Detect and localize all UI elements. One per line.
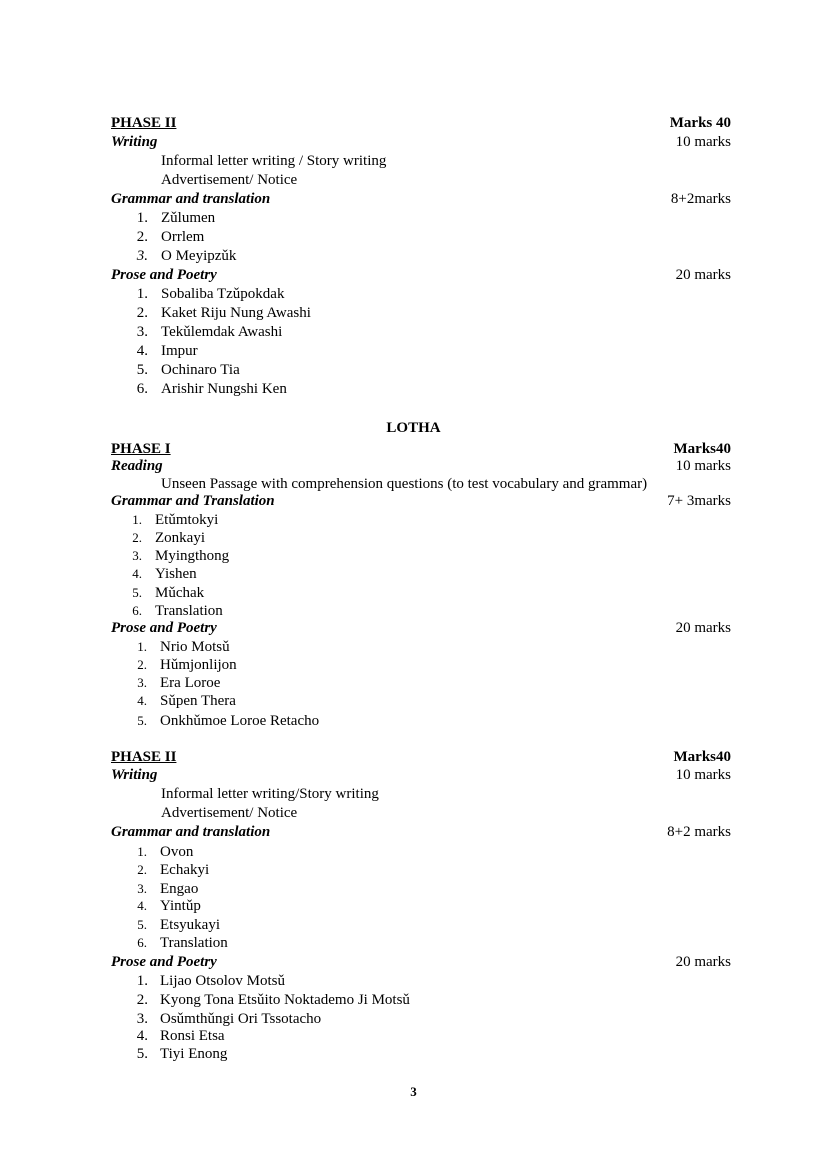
- ao-grammar-label: Grammar and translation: [111, 191, 271, 207]
- ao-writing-marks: 10 marks: [675, 134, 731, 150]
- list-number: 5.: [136, 1046, 148, 1062]
- ao-phase2-title: PHASE II: [111, 115, 177, 131]
- list-item: Hǔmjonlijon: [160, 657, 237, 673]
- page-number: 3: [410, 1084, 417, 1099]
- list-number: 5.: [132, 585, 142, 600]
- lotha2-grammar-marks: 8+2 marks: [667, 824, 731, 840]
- list-number: 4.: [132, 566, 142, 581]
- list-item: Etsyukayi: [160, 917, 220, 933]
- ao-writing-label: Writing: [111, 134, 158, 150]
- lotha-phase1-title: PHASE I: [111, 441, 171, 457]
- list-item: Ronsi Etsa: [160, 1028, 225, 1044]
- list-item: Sǔpen Thera: [160, 693, 236, 709]
- lotha2-grammar-label: Grammar and translation: [111, 824, 271, 840]
- list-number: 3.: [132, 548, 142, 563]
- list-item: Kaket Riju Nung Awashi: [161, 305, 311, 321]
- ao-prose-label: Prose and Poetry: [111, 267, 217, 283]
- ao-phase2-marks: Marks 40: [669, 115, 731, 131]
- list-number: 2.: [136, 992, 148, 1008]
- list-number: 1.: [136, 210, 148, 226]
- list-item: Zǔlumen: [161, 210, 216, 226]
- list-number: 4.: [136, 1028, 148, 1044]
- list-number: 3.: [137, 675, 147, 690]
- list-item: Translation: [160, 935, 228, 951]
- ao-prose-marks: 20 marks: [675, 267, 731, 283]
- list-item: Echakyi: [160, 862, 210, 878]
- list-number: 2.: [137, 657, 147, 672]
- list-number: 3.: [136, 324, 148, 340]
- list-number: 1.: [132, 512, 142, 527]
- list-number: 1.: [136, 286, 148, 302]
- list-item: Sobaliba Tzǔpokdak: [161, 286, 285, 302]
- list-item: Etǔmtokyi: [155, 512, 219, 528]
- lotha-reading-marks: 10 marks: [675, 458, 731, 474]
- lotha2-prose-marks: 20 marks: [675, 954, 731, 970]
- list-number: 4.: [137, 898, 147, 913]
- list-item: Osǔmthǔngi Ori Tssotacho: [160, 1011, 322, 1027]
- list-number: 6.: [136, 381, 148, 397]
- list-item: Onkhǔmoe Loroe Retacho: [160, 713, 320, 729]
- list-item: Translation: [155, 603, 223, 619]
- lotha-prose-marks: 20 marks: [675, 620, 731, 636]
- list-item: Mǔchak: [155, 585, 205, 601]
- list-item: Yishen: [155, 566, 197, 582]
- ao-writing-item: Informal letter writing / Story writing: [161, 153, 387, 169]
- list-item: Nrio Motsǔ: [160, 639, 230, 655]
- list-item: Myingthong: [155, 548, 230, 564]
- list-item: O Meyipzǔk: [161, 248, 237, 264]
- list-item: Orrlem: [161, 229, 205, 245]
- list-number: 2.: [137, 862, 147, 877]
- list-item: Era Loroe: [160, 675, 221, 691]
- list-item: Zonkayi: [155, 530, 205, 546]
- list-number: 3.: [136, 1011, 148, 1027]
- list-number: 2.: [136, 305, 148, 321]
- lotha2-writing-item: Advertisement/ Notice: [161, 805, 298, 821]
- list-item: Engao: [160, 881, 199, 897]
- list-item: Kyong Tona Etsǔito Noktademo Ji Motsǔ: [160, 992, 410, 1008]
- ao-grammar-marks: 8+2marks: [670, 191, 731, 207]
- list-item: Yintǔp: [160, 898, 201, 914]
- section-title-lotha: LOTHA: [386, 420, 441, 436]
- list-number: 6.: [132, 603, 142, 618]
- lotha-phase1-marks: Marks40: [673, 441, 731, 457]
- list-number: 4.: [136, 343, 148, 359]
- list-item: Ovon: [160, 844, 194, 860]
- list-number: 6.: [137, 935, 147, 950]
- lotha2-prose-label: Prose and Poetry: [111, 954, 217, 970]
- lotha-grammar-marks: 7+ 3marks: [667, 493, 731, 509]
- lotha-reading-label: Reading: [111, 458, 163, 474]
- ao-writing-item: Advertisement/ Notice: [161, 172, 298, 188]
- list-item: Tekǔlemdak Awashi: [161, 324, 283, 340]
- list-number: 1.: [136, 973, 148, 989]
- list-number: 1.: [137, 639, 147, 654]
- list-number: 3.: [136, 248, 148, 264]
- list-number: 5.: [137, 713, 147, 728]
- list-item: Impur: [161, 343, 198, 359]
- lotha2-writing-marks: 10 marks: [675, 767, 731, 783]
- lotha-phase2-title: PHASE II: [111, 749, 177, 765]
- lotha2-writing-label: Writing: [111, 767, 158, 783]
- lotha-phase2-marks: Marks40: [673, 749, 731, 765]
- lotha-reading-item: Unseen Passage with comprehension questions (to test vocabulary and grammar): [161, 476, 648, 492]
- list-number: 1.: [137, 844, 147, 859]
- list-number: 5.: [137, 917, 147, 932]
- lotha2-writing-item: Informal letter writing/Story writing: [161, 786, 379, 802]
- list-number: 5.: [136, 362, 148, 378]
- list-number: 2.: [132, 530, 142, 545]
- lotha-grammar-label: Grammar and Translation: [111, 493, 275, 509]
- list-item: Arishir Nungshi Ken: [161, 381, 287, 397]
- list-number: 4.: [137, 693, 147, 708]
- list-number: 3.: [137, 881, 147, 896]
- lotha-prose-label: Prose and Poetry: [111, 620, 217, 636]
- list-item: Ochinaro Tia: [161, 362, 240, 378]
- list-item: Tiyi Enong: [160, 1046, 228, 1062]
- list-item: Lijao Otsolov Motsǔ: [160, 973, 286, 989]
- list-number: 2.: [136, 229, 148, 245]
